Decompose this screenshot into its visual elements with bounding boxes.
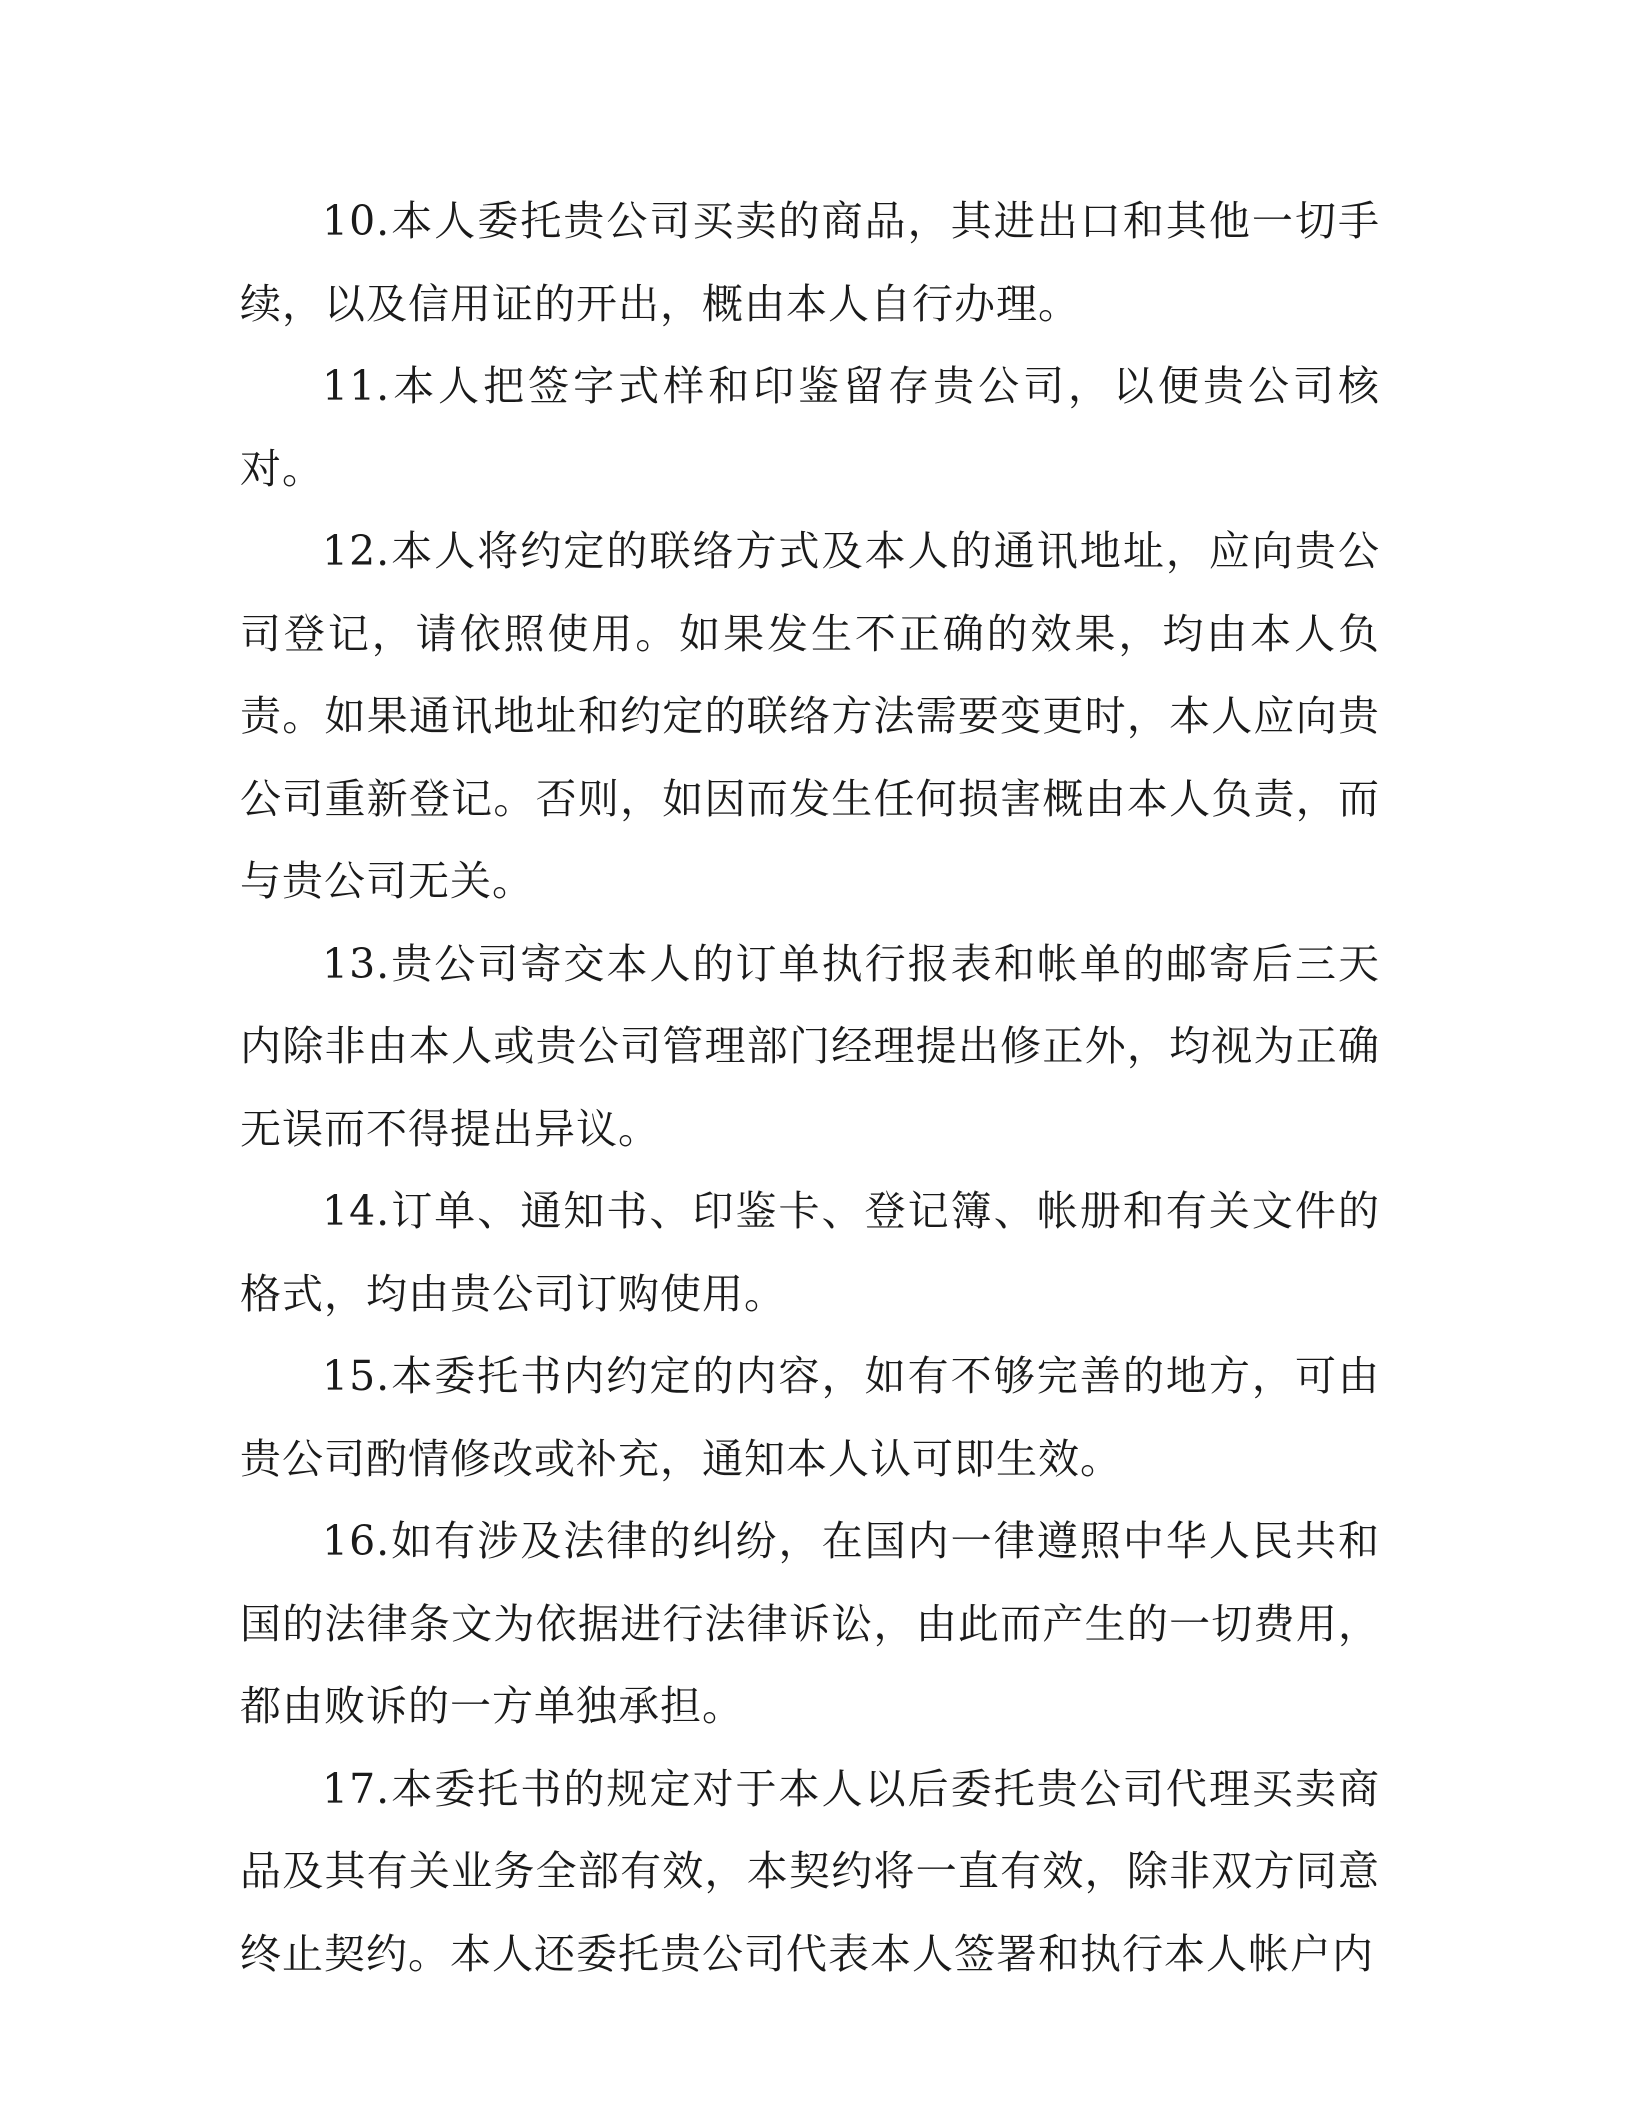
- clause-14: 14.订单、通知书、印鉴卡、登记簿、帐册和有关文件的格式，均由贵公司订购使用。: [240, 1187, 1380, 1318]
- clause-15: 15.本委托书内约定的内容，如有不够完善的地方，可由贵公司酌情修改或补充，通知本人认可即生效。: [240, 1352, 1380, 1483]
- document-body: [240, 180, 1380, 1995]
- clause-16: 16.如有涉及法律的纠纷，在国内一律遵照中华人民共和国的法律条文为依据进行法律诉讼，由此而产生的一切费用，都由败诉的一方单独承担。: [240, 1517, 1380, 1730]
- clause-11: 11.本人把签字式样和印鉴留存贵公司，以便贵公司核对。: [240, 362, 1380, 493]
- clause-17: 17.本委托书的规定对于本人以后委托贵公司代理买卖商品及其有关业务全部有效，本契约将一直有效，除非双方同意终止契约。本人还委托贵公司代表本人签署和执行本人帐户内: [240, 1764, 1380, 1978]
- clause-10: 10.本人委托贵公司买卖的商品，其进出口和其他一切手续，以及信用证的开出，概由本人自行办理。: [240, 197, 1380, 328]
- clause-12: 12.本人将约定的联络方式及本人的通讯地址，应向贵公司登记，请依照使用。如果发生不正确的效果，均由本人负责。如果通讯地址和约定的联络方法需要变更时，本人应向贵公司重新登记。否则，如因而发生任何损害概由本人负责，而与贵公司无关。: [240, 527, 1380, 905]
- clause-13: 13.贵公司寄交本人的订单执行报表和帐单的邮寄后三天内除非由本人或贵公司管理部门经理提出修正外，均视为正确无误而不得提出异议。: [240, 939, 1380, 1153]
